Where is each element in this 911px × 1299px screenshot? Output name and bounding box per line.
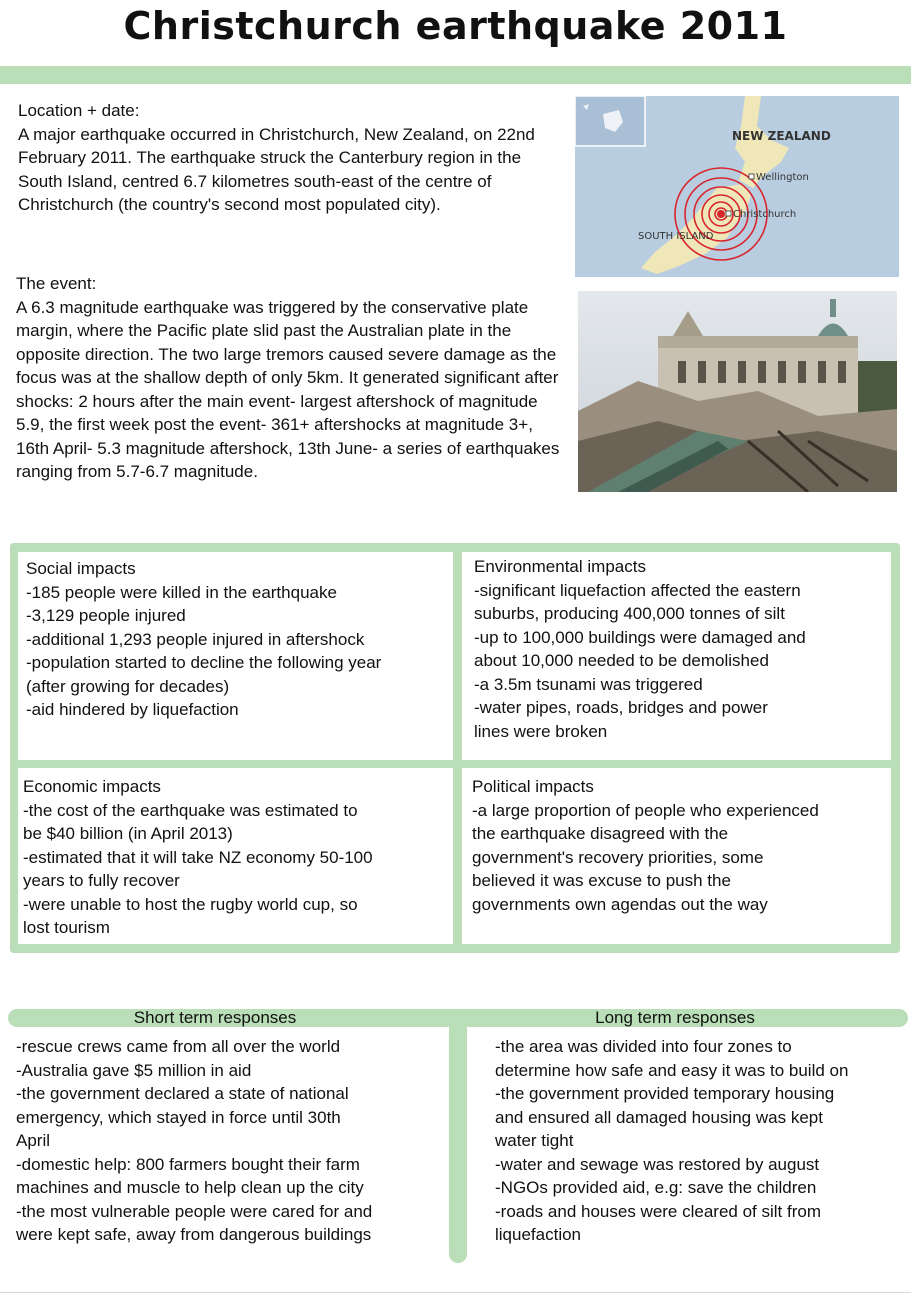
short-term-responses-box <box>16 1035 448 1247</box>
long-term-line: water tight <box>495 1131 574 1150</box>
short-term-line: -the most vulnerable people were cared for and <box>16 1201 373 1221</box>
environmental-impacts-heading: Environmental impacts <box>474 557 646 576</box>
long-term-line: liquefaction <box>495 1225 582 1244</box>
map-label-christchurch: Christchurch <box>733 209 797 220</box>
nz-map-graphic <box>575 96 899 277</box>
social-impacts-line: -additional 1,293 people injured in aftershock <box>26 629 365 649</box>
cathedral-ruins-graphic <box>578 291 897 492</box>
impacts-frame-right <box>891 543 900 953</box>
environmental-impacts-line: about 10,000 needed to be demolished <box>474 651 769 670</box>
social-impacts-line: -population started to decline the following year <box>26 653 382 672</box>
long-term-heading: Long term responses <box>595 1008 755 1027</box>
economic-impacts-line: -the cost of the earthquake was estimated to <box>23 800 358 820</box>
environmental-impacts-line: lines were broken <box>474 721 608 741</box>
social-impacts-line: (after growing for decades) <box>26 676 230 696</box>
map-label-new-zealand: NEW ZEALAND <box>732 129 831 143</box>
economic-impacts-box <box>23 775 451 940</box>
political-impacts-line: believed it was excuse to push the <box>472 871 731 890</box>
short-term-heading: Short term responses <box>133 1008 297 1027</box>
short-term-line: -domestic help: 800 farmers bought their farm <box>16 1154 360 1174</box>
location-section <box>18 99 563 217</box>
responses-divider <box>449 1009 467 1263</box>
map-label-wellington: Wellington <box>756 172 809 183</box>
political-impacts-line: -a large proportion of people who experienced <box>472 800 819 820</box>
social-impacts-line: -185 people were killed in the earthquake <box>26 582 337 602</box>
long-term-line: -the government provided temporary housing <box>495 1084 835 1103</box>
bottom-rule <box>0 1292 911 1293</box>
location-body: A major earthquake occurred in Christchurch, New Zealand, on 22nd February 2011. The earthquake struck the Canterbury region in the South Island, centred 6.7 kilometres south-east of the centre of Christchurch (the country's second most populated city). <box>18 124 535 214</box>
political-impacts-heading: Political impacts <box>472 777 594 796</box>
social-impacts-line: -3,129 people injured <box>26 606 186 625</box>
long-term-line: -the area was divided into four zones to <box>495 1037 792 1056</box>
long-term-line: -roads and houses were cleared of silt from <box>495 1201 821 1221</box>
damaged-building-photo <box>578 291 897 492</box>
short-term-line: April <box>16 1131 51 1150</box>
environmental-impacts-line: -significant liquefaction affected the eastern <box>474 580 801 600</box>
event-section <box>16 272 566 484</box>
economic-impacts-line: -estimated that it will take NZ economy 50-100 <box>23 847 373 867</box>
short-term-line: -rescue crews came from all over the world <box>16 1037 341 1056</box>
map-label-south-island: SOUTH ISLAND <box>638 231 714 242</box>
environmental-impacts-line: -a 3.5m tsunami was triggered <box>474 674 703 694</box>
political-impacts-line: governments own agendas out the way <box>472 894 768 914</box>
environmental-impacts-line: suburbs, producing 400,000 tonnes of silt <box>474 604 785 623</box>
environmental-impacts-line: -water pipes, roads, bridges and power <box>474 698 768 717</box>
short-term-line: emergency, which stayed in force until 30th <box>16 1107 341 1127</box>
short-term-line: were kept safe, away from dangerous buildings <box>16 1225 372 1244</box>
social-impacts-line: -aid hindered by liquefaction <box>26 700 239 719</box>
event-body: A 6.3 magnitude earthquake was triggered by the conservative plate margin, where the Pacific plate slid past the Australian plate in the opposite direction. The two large tremors caused severe damage as the focus was at the shallow depth of only 5km. It generated significant after shocks: 2 hours after the main event- largest aftershock of magnitude 5.9, the first week post the event- 361+ aftershocks at magnitude 3+, 16th April- 5.3 magnitude aftershock, 13th June- a series of earthquakes ranging from 5.7-6.7 magnitude. <box>16 297 560 481</box>
impacts-frame-center <box>453 543 462 953</box>
long-term-line: and ensured all damaged housing was kept <box>495 1107 823 1127</box>
short-term-line: -Australia gave $5 million in aid <box>16 1060 252 1080</box>
title-underline-bar <box>0 66 911 84</box>
long-term-line: -NGOs provided aid, e.g: save the children <box>495 1178 817 1197</box>
short-term-line: machines and muscle to help clean up the city <box>16 1178 364 1197</box>
economic-impacts-line: years to fully recover <box>23 871 180 890</box>
environmental-impacts-box <box>474 555 889 743</box>
long-term-responses-box <box>495 1035 900 1247</box>
map-image <box>575 96 899 277</box>
economic-impacts-heading: Economic impacts <box>23 777 161 796</box>
long-term-line: determine how safe and easy it was to build on <box>495 1060 849 1080</box>
impacts-frame-left <box>10 543 18 953</box>
social-impacts-heading: Social impacts <box>26 559 136 578</box>
political-impacts-box <box>472 775 889 916</box>
environmental-impacts-line: -up to 100,000 buildings were damaged and <box>474 627 806 647</box>
economic-impacts-line: be $40 billion (in April 2013) <box>23 824 233 843</box>
event-heading: The event: <box>16 274 97 293</box>
political-impacts-line: the earthquake disagreed with the <box>472 824 729 843</box>
page-title: Christchurch earthquake 2011 <box>123 4 788 48</box>
social-impacts-box <box>26 557 451 722</box>
economic-impacts-line: -were unable to host the rugby world cup, so <box>23 894 358 914</box>
long-term-line: -water and sewage was restored by august <box>495 1154 820 1174</box>
location-heading: Location + date: <box>18 101 140 120</box>
political-impacts-line: government's recovery priorities, some <box>472 847 764 867</box>
short-term-line: -the government declared a state of national <box>16 1084 349 1103</box>
economic-impacts-line: lost tourism <box>23 918 110 937</box>
